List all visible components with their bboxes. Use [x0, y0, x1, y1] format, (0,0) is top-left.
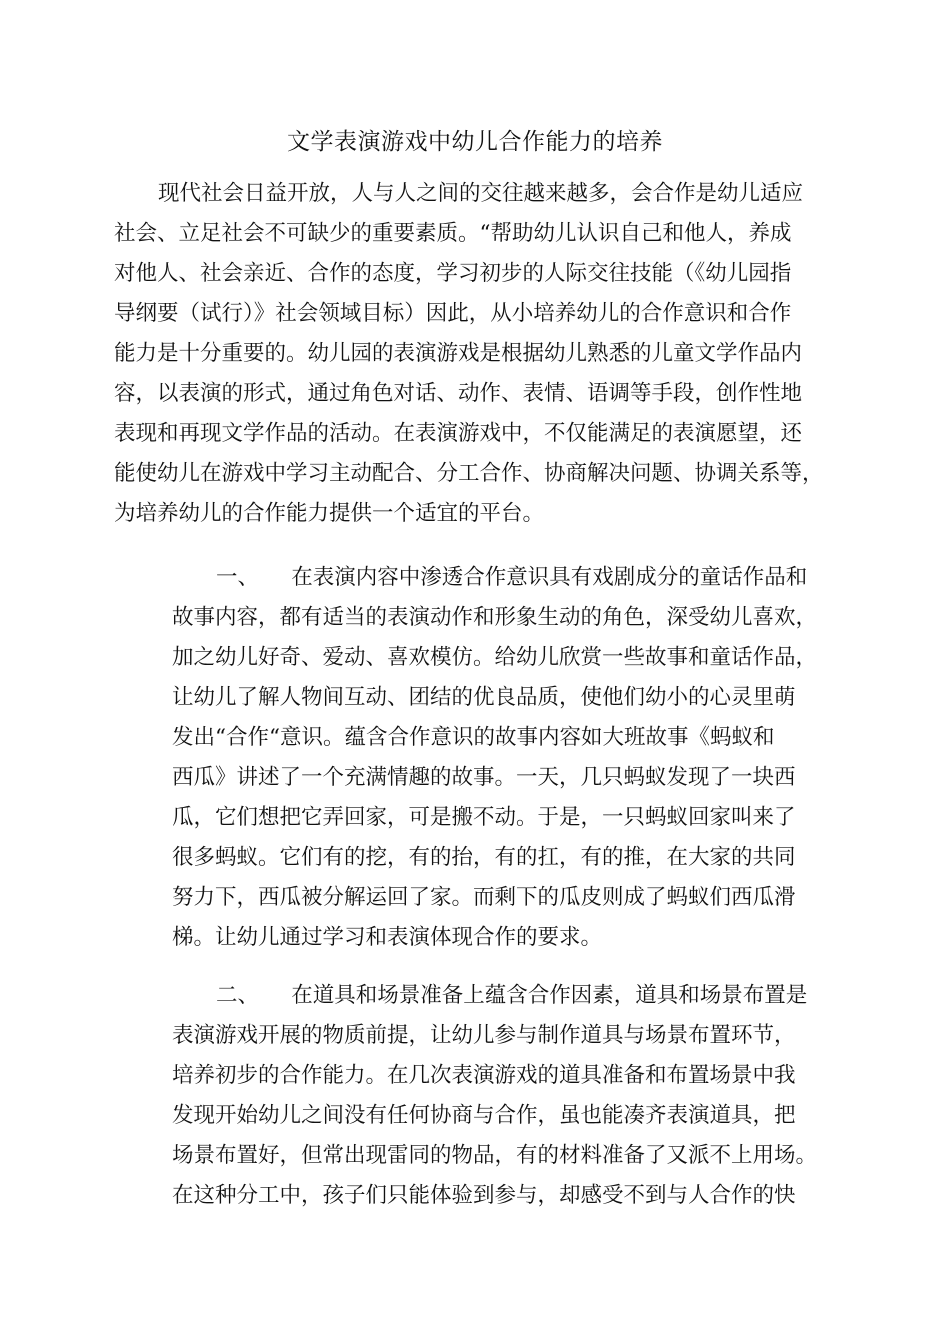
text-line: 在这种分工中，孩子们只能体验到参与，却感受不到与人合作的快	[172, 1183, 796, 1208]
document-title: 文学表演游戏中幼儿合作能力的培养	[287, 129, 663, 155]
text-line: 培养初步的合作能力。在几次表演游戏的道具准备和布置场景中我	[172, 1063, 796, 1088]
text-line: 为培养幼儿的合作能力提供一个适宜的平台。	[114, 501, 545, 526]
text-line: 表演游戏开展的物质前提，让幼儿参与制作道具与场景布置环节，	[172, 1023, 796, 1048]
text-line: 表现和再现文学作品的活动。在表演游戏中，不仅能满足的表演愿望，还	[114, 421, 803, 446]
text-line: 瓜，它们想把它弄回家，可是搬不动。于是，一只蚂蚁回家叫来了	[172, 805, 796, 830]
text-line: 让幼儿了解人物间互动、团结的优良品质，使他们幼小的心灵里萌	[172, 685, 796, 710]
text-line: 梯。让幼儿通过学习和表演体现合作的要求。	[172, 925, 603, 950]
text-line: 发出“合作“意识。蕴含合作意识的故事内容如大班故事《蚂蚁和	[172, 725, 775, 750]
text-line: 加之幼儿好奇、爱动、喜欢模仿。给幼儿欣赏一些故事和童话作品，	[172, 645, 818, 670]
text-line: 社会、立足社会不可缺少的重要素质。“帮助幼儿认识自己和他人，养成	[114, 221, 792, 246]
text-line: 努力下，西瓜被分解运回了家。而剩下的瓜皮则成了蚂蚁们西瓜滑	[172, 885, 796, 910]
text-line: 能力是十分重要的。幼儿园的表演游戏是根据幼儿熟悉的儿童文学作品内	[114, 341, 803, 366]
text-line: 现代社会日益开放，人与人之间的交往越来越多，会合作是幼儿适应	[158, 181, 804, 206]
section-heading-line: 一、 在表演内容中渗透合作意识具有戏剧成分的童话作品和	[216, 565, 808, 590]
text-line: 发现开始幼儿之间没有任何协商与合作，虽也能凑齐表演道具，把	[172, 1103, 796, 1128]
text-line: 故事内容，都有适当的表演动作和形象生动的角色，深受幼儿喜欢，	[172, 605, 818, 630]
text-line: 导纲要（试行）》社会领域目标）因此，从小培养幼儿的合作意识和合作	[114, 301, 792, 326]
text-line: 西瓜》讲述了一个充满情趣的故事。一天，几只蚂蚁发现了一块西	[172, 765, 796, 790]
text-line: 能使幼儿在游戏中学习主动配合、分工合作、协商解决问题、协调关系等，	[114, 461, 824, 486]
text-line: 对他人、社会亲近、合作的态度，学习初步的人际交往技能（《幼儿园指	[114, 261, 792, 286]
section-heading-line: 二、 在道具和场景准备上蕴含合作因素，道具和场景布置是	[216, 983, 808, 1008]
text-line: 场景布置好，但常出现雷同的物品，有的材料准备了又派不上用场。	[172, 1143, 818, 1168]
text-line: 容，以表演的形式，通过角色对话、动作、表情、语调等手段，创作性地	[114, 381, 803, 406]
text-line: 很多蚂蚁。它们有的挖，有的抬，有的扛，有的推，在大家的共同	[172, 845, 796, 870]
